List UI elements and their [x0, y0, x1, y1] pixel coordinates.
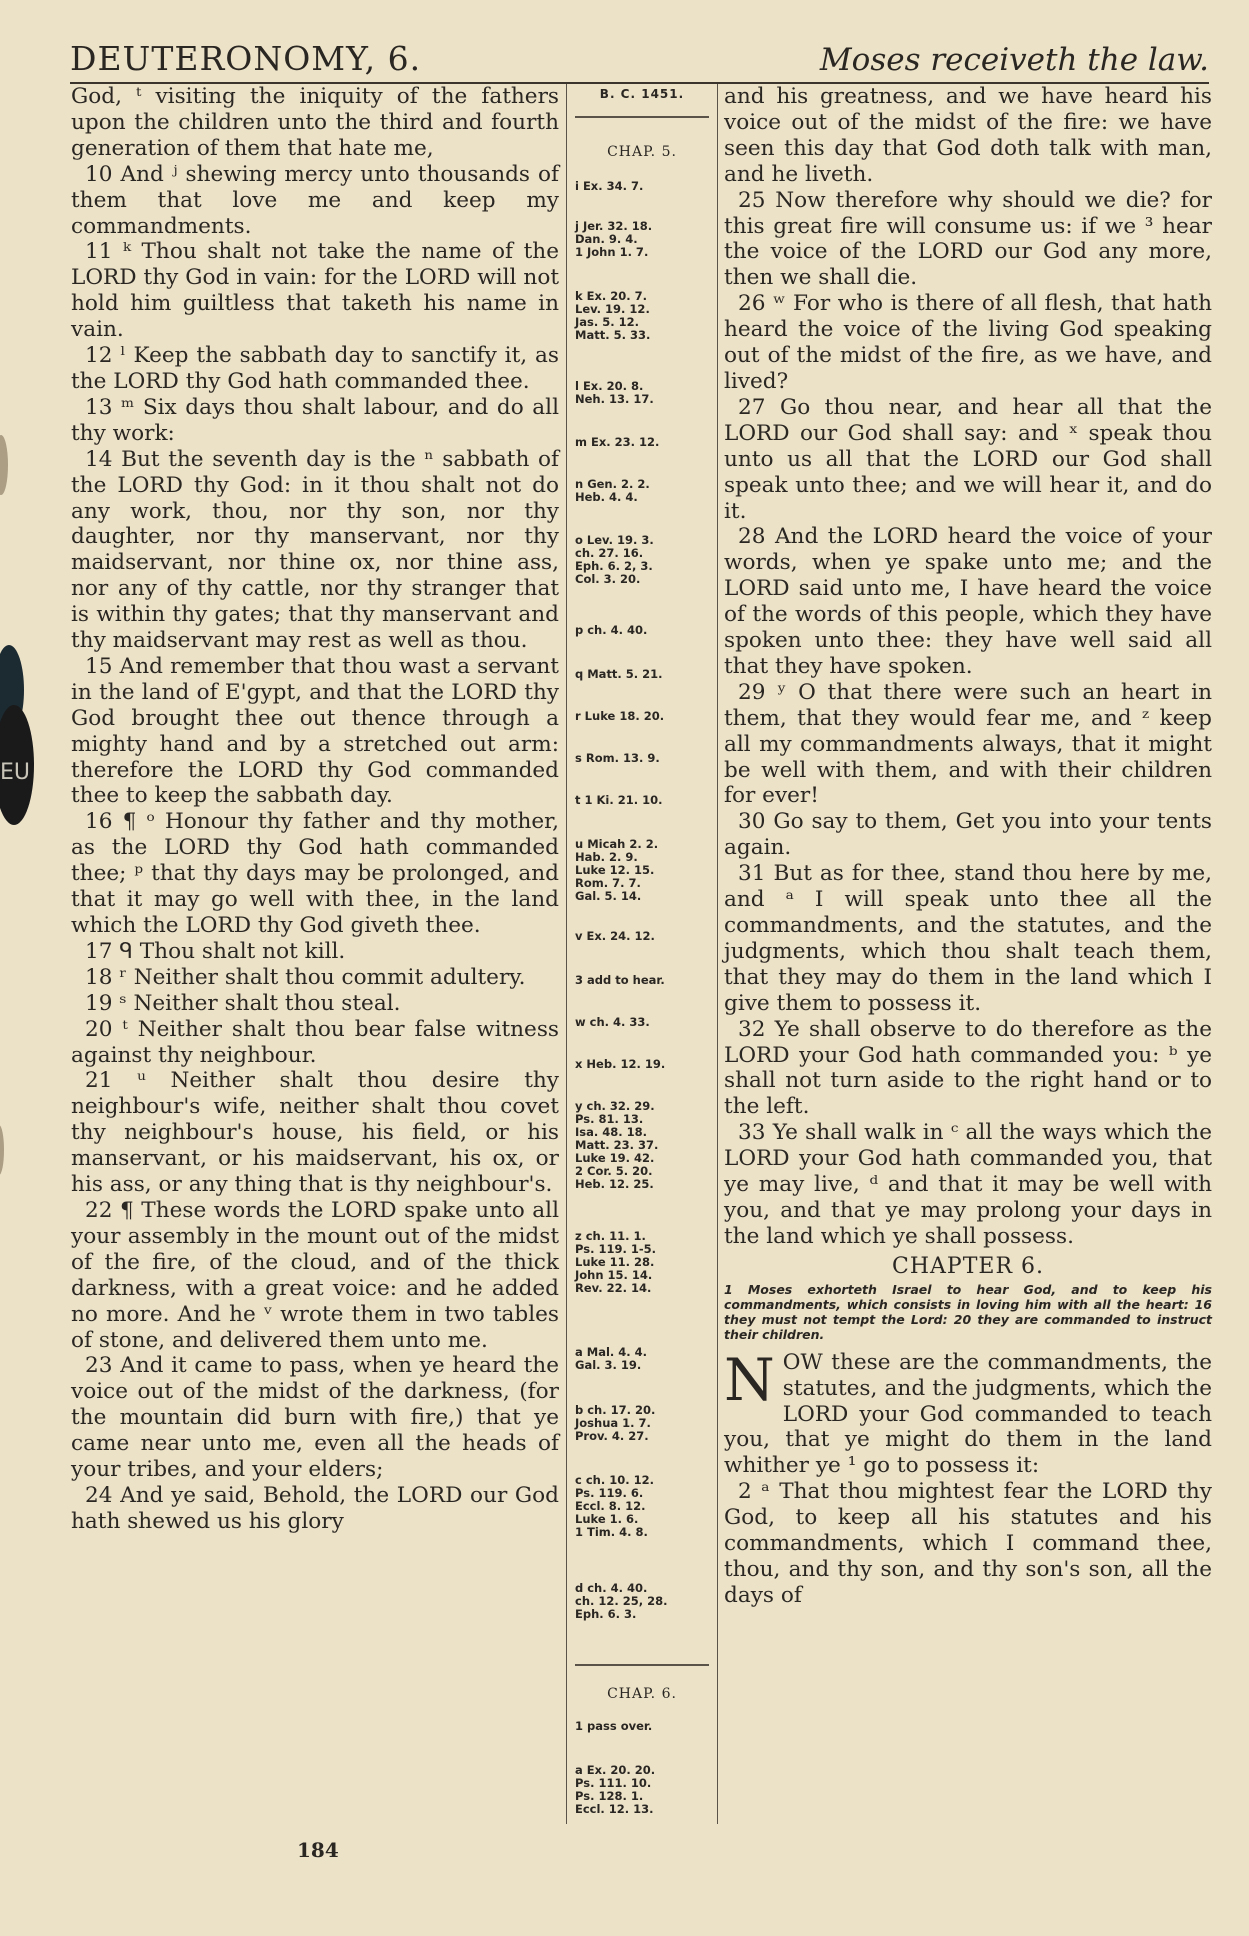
- verse: 22 ¶ These words the LORD spake unto all your assembly in the mount out of the midst of the fire, of the cloud, and of the thick darkness, with a great voice: and he added no more. And he ᵛ wrote them in two tables of stone, and delivered them unto me.: [71, 1197, 559, 1353]
- cross-reference: b ch. 17. 20. Joshua 1. 7. Prov. 4. 27.: [575, 1403, 656, 1443]
- cross-reference: z ch. 11. 1. Ps. 119. 1-5. Luke 11. 28. John 15. 14. Rev. 22. 14.: [575, 1229, 656, 1295]
- page-number: 184: [297, 1838, 339, 1862]
- date-marker: B. C. 1451.: [599, 87, 685, 101]
- verse: 11 ᵏ Thou shalt not take the name of the LORD thy God in vain: for the LORD will not hold him guiltless that taketh his name in vain.: [71, 239, 559, 343]
- verse: 27 Go thou near, and hear all that the LORD our God shall say: and ˣ speak thou unto us all that the LORD our God shall speak unto thee; and we will hear it, and do it.: [724, 394, 1212, 524]
- cross-reference-column: [566, 84, 718, 1824]
- verse: 2 ᵃ That thou mightest fear the LORD thy God, to keep all his statutes and his commandments, which I command thee, thou, and thy son, and thy son's son, all the days of: [724, 1479, 1212, 1608]
- drop-cap: N: [724, 1345, 775, 1414]
- page-edge-shadow: [0, 1125, 4, 1175]
- cross-reference: n Gen. 2. 2. Heb. 4. 4.: [575, 477, 650, 504]
- verse: 19 ˢ Neither shalt thou steal.: [85, 990, 401, 1016]
- verse: 21 ᵘ Neither shalt thou desire thy neighbour's wife, neither shalt thou covet thy neighbour's house, his field, or his manservant, or his maidservant, his ox, or his ass, or any thing that is thy neighbour's.: [71, 1068, 559, 1198]
- section-headline: Moses receiveth the law.: [819, 42, 1209, 78]
- divider: [575, 1664, 709, 1666]
- verse: 18 ʳ Neither shalt thou commit adultery.: [85, 964, 526, 990]
- cross-reference: q Matt. 5. 21.: [575, 667, 663, 681]
- cross-reference: 3 add to hear.: [575, 973, 665, 987]
- verse: 24 And ye said, Behold, the LORD our God hath shewed us his glory: [71, 1482, 559, 1534]
- cross-reference: a Ex. 20. 20. Ps. 111. 10. Ps. 128. 1. Eccl. 12. 13.: [575, 1763, 656, 1816]
- cross-reference: w ch. 4. 33.: [575, 1015, 650, 1029]
- cross-reference: r Luke 18. 20.: [575, 709, 665, 723]
- verse: 33 Ye shall walk in ᶜ all the ways which the LORD your God hath commanded you, that ye may live, ᵈ and that it may be well with you, and that ye may prolong your days in the land which ye shall possess.: [724, 1120, 1212, 1249]
- right-text-column: [724, 84, 1212, 1609]
- verse: and his greatness, and we have heard his voice out of the midst of the fire: we have seen this day that God doth talk with man, and he liveth.: [724, 84, 1212, 187]
- running-header: [70, 30, 1209, 84]
- verse: 13 ᵐ Six days thou shalt labour, and do all thy work:: [71, 394, 559, 446]
- divider: [575, 116, 709, 118]
- cross-reference: o Lev. 19. 3. ch. 27. 16. Eph. 6. 2, 3. Col. 3. 20.: [575, 533, 654, 586]
- chapter-marker: CHAP. 5.: [607, 144, 677, 160]
- cross-reference: p ch. 4. 40.: [575, 623, 648, 637]
- chapter-marker: CHAP. 6.: [607, 1686, 677, 1702]
- verse: 16 ¶ ᵒ Honour thy father and thy mother, as the LORD thy God hath commanded thee; ᵖ that thy days may be prolonged, and that it may go well with thee, in the land which the LORD thy God giveth thee.: [71, 809, 559, 938]
- verse: 20 ᵗ Neither shalt thou bear false witness against thy neighbour.: [71, 1016, 559, 1068]
- cross-reference: a Mal. 4. 4. Gal. 3. 19.: [575, 1345, 648, 1372]
- verse: 10 And ʲ shewing mercy unto thousands of them that love me and keep my commandments.: [71, 161, 559, 239]
- verse: 17 ᑫ Thou shalt not kill.: [85, 938, 346, 964]
- cross-reference: u Micah 2. 2. Hab. 2. 9. Luke 12. 15. Rom. 7. 7. Gal. 5. 14.: [575, 837, 659, 903]
- thumb-index-label: EU: [0, 760, 31, 785]
- cross-reference: v Ex. 24. 12.: [575, 929, 655, 943]
- cross-reference: y ch. 32. 29. Ps. 81. 13. Isa. 48. 18. Matt. 23. 37. Luke 19. 42. 2 Cor. 5. 20. Heb. 12. 25.: [575, 1099, 659, 1191]
- cross-reference: s Rom. 13. 9.: [575, 751, 660, 765]
- page-edge-shadow: [0, 435, 8, 495]
- verse: 14 But the seventh day is the ⁿ sabbath of the LORD thy God: in it thou shalt not do any work, thou, nor thy son, nor thy daughter, nor thy manservant, nor thy maidservant, nor thine ox, nor thine ass, nor any of thy cattle, nor thy stranger that is within thy gates; that thy manservant and thy maidservant may rest as well as thou.: [71, 446, 559, 654]
- verse: 28 And the LORD heard the voice of your words, when ye spake unto me; and the LORD said unto me, I have heard the voice of the words of this people, which they have spoken unto thee: they have well said all that they have spoken.: [724, 524, 1212, 679]
- book-chapter-title: DEUTERONOMY, 6.: [70, 39, 422, 78]
- verse: 30 Go say to them, Get you into your tents again.: [724, 809, 1212, 861]
- verse: 23 And it came to pass, when ye heard the voice out of the midst of the darkness, (for the mountain did burn with fire,) that ye came near unto me, even all the heads of your tribes, and your elders;: [71, 1353, 559, 1483]
- cross-reference: i Ex. 34. 7.: [575, 179, 644, 193]
- verse: 31 But as for thee, stand thou here by me, and ᵃ I will speak unto thee all the commandments, and the statutes, and the judgments, which thou shalt teach them, that they may do them in the land which I give them to possess it.: [724, 861, 1212, 1016]
- chapter-summary: 1 Moses exhorteth Israel to hear God, and to keep his commandments, which consists in loving him with all the heart: 16 they must not tempt the Lord: 20 they are commanded to instruct their children.: [724, 1281, 1212, 1342]
- left-text-column: [71, 84, 559, 1535]
- verse: 25 Now therefore why should we die? for this great fire will consume us: if we ³ hear the voice of the LORD our God any more, then we shall die.: [724, 187, 1212, 291]
- verse: God, ᵗ visiting the iniquity of the fathers upon the children unto the third and fourth generation of them that hate me,: [71, 84, 559, 161]
- cross-reference: k Ex. 20. 7. Lev. 19. 12. Jas. 5. 12. Matt. 5. 33.: [575, 289, 651, 342]
- cross-reference: j Jer. 32. 18. Dan. 9. 4. 1 John 1. 7.: [575, 219, 653, 259]
- cross-reference: t 1 Ki. 21. 10.: [575, 793, 663, 807]
- cross-reference: x Heb. 12. 19.: [575, 1057, 666, 1071]
- verse: 15 And remember that thou wast a servant in the land of E'gypt, and that the LORD thy God brought thee out thence through a mighty hand and by a stretched out arm: therefore the LORD thy God commanded thee to keep the sabbath day.: [71, 653, 559, 809]
- cross-reference: d ch. 4. 40. ch. 12. 25, 28. Eph. 6. 3.: [575, 1581, 668, 1621]
- verse: 29 ʸ O that there were such an heart in them, that they would fear me, and ᶻ keep all my commandments always, that it might be well with them, and with their children for ever!: [724, 679, 1212, 809]
- verse: 26 ʷ For who is there of all flesh, that hath heard the voice of the living God speaking out of the midst of the fire, as we have, and lived?: [724, 291, 1212, 394]
- cross-reference: c ch. 10. 12. Ps. 119. 6. Eccl. 8. 12. Luke 1. 6. 1 Tim. 4. 8.: [575, 1473, 654, 1539]
- chapter-heading: CHAPTER 6.: [892, 1253, 1044, 1279]
- cross-reference: m Ex. 23. 12.: [575, 435, 660, 449]
- marginal-note: 1 pass over.: [575, 1719, 653, 1733]
- verse: 32 Ye shall observe to do therefore as the LORD your God hath commanded you: ᵇ ye shall not turn aside to the right hand or to the left.: [724, 1016, 1212, 1120]
- verse: OW these are the commandments, the statutes, and the judgments, which the LORD your God commanded to teach you, that ye might do them in the land whither ye ¹ go to possess it:: [724, 1349, 1212, 1479]
- verse: 12 ˡ Keep the sabbath day to sanctify it, as the LORD thy God hath commanded thee.: [71, 343, 559, 394]
- cross-reference: l Ex. 20. 8. Neh. 13. 17.: [575, 379, 654, 406]
